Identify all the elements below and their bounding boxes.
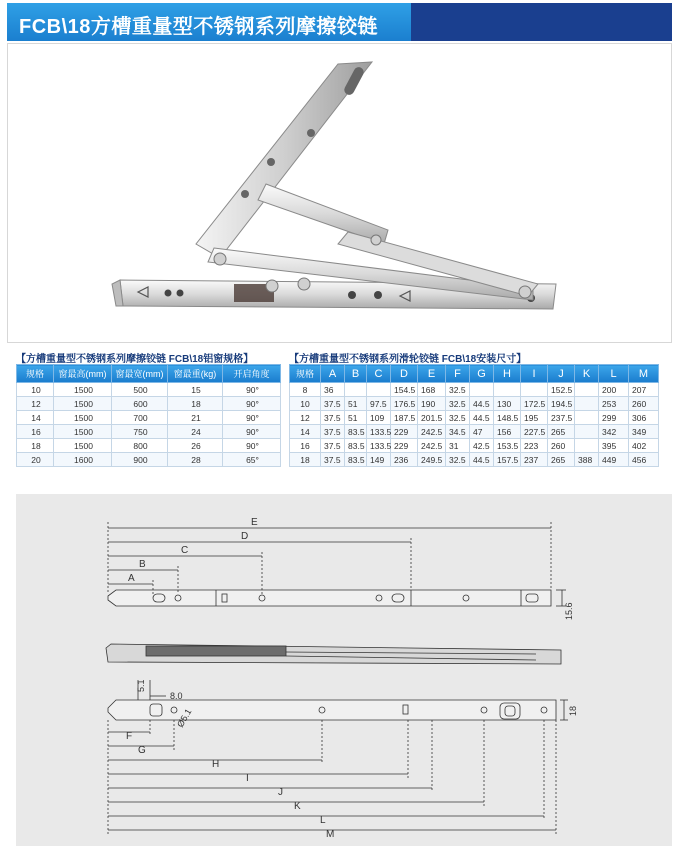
table-cell: 90° [223,425,281,439]
table-row [290,425,659,439]
table-cell: 229 [391,425,418,439]
page-title: FCB\18方槽重量型不锈钢系列摩擦铰链 [19,16,378,38]
table-cell: 253 [599,397,629,411]
dim-label: L [320,815,326,826]
table-cell: 190 [418,397,446,411]
table-cell: 90° [223,383,281,397]
table-cell: 37.5 [321,453,345,467]
dim-label: A [128,573,135,584]
table-cell: 168 [418,383,446,397]
table-cell: 12 [290,411,321,425]
col-header: H [494,365,521,383]
dim-label: B [139,559,146,570]
table-cell: 8 [290,383,321,397]
dim-label: H [212,759,220,770]
table-cell: 750 [112,425,168,439]
table-cell: 32.5 [446,383,470,397]
dim-label: K [294,801,301,812]
table-row [17,397,281,411]
table-cell [575,425,599,439]
spec-table-right [289,364,659,467]
table-cell: 26 [168,439,223,453]
table-cell: 242.5 [418,425,446,439]
header-title-panel [7,3,411,41]
table-cell: 37.5 [321,425,345,439]
table-cell: 1500 [54,439,112,453]
table-cell [345,383,367,397]
table-cell: 306 [629,411,659,425]
dim-label: I [246,773,249,784]
dim-label: J [278,787,283,798]
table-cell: 28 [168,453,223,467]
table-cell: 34.5 [446,425,470,439]
table-cell: 51 [345,397,367,411]
table-cell: 90° [223,439,281,453]
table-cell: 133.5 [367,425,391,439]
table-cell: 130 [494,397,521,411]
table-row [290,411,659,425]
technical-drawing [16,494,672,846]
table-cell [494,383,521,397]
table-cell: 500 [112,383,168,397]
table-cell: 1500 [54,425,112,439]
table-cell: 200 [599,383,629,397]
dim-label: C [181,545,189,556]
table-cell: 12 [17,397,54,411]
table-cell [575,411,599,425]
dim-label: E [251,517,258,528]
table-cell: 51 [345,411,367,425]
table-cell: 176.5 [391,397,418,411]
table-cell: 97.5 [367,397,391,411]
col-header: K [575,365,599,383]
table-cell: 227.5 [521,425,548,439]
table-cell: 260 [548,439,575,453]
table-cell: 187.5 [391,411,418,425]
table-cell: 456 [629,453,659,467]
table-cell: 44.5 [470,397,494,411]
table-cell: 44.5 [470,453,494,467]
table-cell: 1500 [54,383,112,397]
dimension-drawing [16,494,672,846]
table-cell: 402 [629,439,659,453]
header-banner [7,3,672,41]
dim-value: 8.0 [170,691,183,701]
dim-value: Ø5.1 [175,707,194,729]
table-cell: 109 [367,411,391,425]
table-cell: 600 [112,397,168,411]
col-header: M [629,365,659,383]
table-cell: 237 [521,453,548,467]
table-cell: 37.5 [321,397,345,411]
table-cell: 18 [168,397,223,411]
table-row [17,383,281,397]
dim-label: F [126,731,133,742]
table-cell: 16 [290,439,321,453]
table-cell: 700 [112,411,168,425]
table-cell: 201.5 [418,411,446,425]
table-cell: 15 [168,383,223,397]
table-cell: 42.5 [470,439,494,453]
table-cell: 800 [112,439,168,453]
table-cell [575,397,599,411]
table-cell: 395 [599,439,629,453]
table-cell: 1600 [54,453,112,467]
table-cell: 21 [168,411,223,425]
table-cell: 900 [112,453,168,467]
table-cell: 18 [290,453,321,467]
table-cell: 265 [548,453,575,467]
table-cell [367,383,391,397]
dim-value: 5.1 [136,679,146,692]
left-table-title: 【方槽重量型不锈钢系列摩擦铰链 FCB\18铝窗规格】 [16,354,254,365]
col-header: 规格 [17,365,54,383]
table-row [17,453,281,467]
col-header: 窗最重(kg) [168,365,223,383]
table-cell: 237.5 [548,411,575,425]
table-cell: 14 [290,425,321,439]
table-cell: 90° [223,397,281,411]
table-cell: 36 [321,383,345,397]
spec-table-left [16,364,281,467]
col-header: D [391,365,418,383]
table-cell: 32.5 [446,453,470,467]
table-cell: 299 [599,411,629,425]
table-cell: 47 [470,425,494,439]
table-cell: 83.5 [345,425,367,439]
col-header: A [321,365,345,383]
table-row [290,453,659,467]
table-cell [470,383,494,397]
table-cell: 194.5 [548,397,575,411]
col-header: 窗最宽(mm) [112,365,168,383]
dim-value: 18 [568,705,578,716]
table-cell: 223 [521,439,548,453]
table-header-row [17,365,281,383]
table-cell: 242.5 [418,439,446,453]
table-cell: 388 [575,453,599,467]
table-row [17,411,281,425]
col-header: 开启角度 [223,365,281,383]
right-table-title: 【方槽重量型不锈钢系列滑轮铰链 FCB\18安装尺寸】 [289,354,527,365]
table-cell: 195 [521,411,548,425]
table-cell: 133.5 [367,439,391,453]
table-cell: 148.5 [494,411,521,425]
dim-label: M [326,829,335,840]
dim-value: 15.6 [564,602,574,620]
table-cell: 18 [17,439,54,453]
table-cell: 349 [629,425,659,439]
dim-label: D [241,531,249,542]
table-header-row [290,365,659,383]
product-photo [7,43,672,343]
col-header: L [599,365,629,383]
table-cell: 449 [599,453,629,467]
table-cell: 236 [391,453,418,467]
friction-hinge-illustration [8,44,671,342]
table-cell: 249.5 [418,453,446,467]
col-header: B [345,365,367,383]
table-cell: 31 [446,439,470,453]
table-row [290,383,659,397]
table-cell: 342 [599,425,629,439]
table-cell: 32.5 [446,411,470,425]
table-row [290,439,659,453]
table-row [17,425,281,439]
table-cell: 20 [17,453,54,467]
table-cell: 1500 [54,411,112,425]
col-header: I [521,365,548,383]
table-cell: 153.5 [494,439,521,453]
table-cell: 24 [168,425,223,439]
table-cell: 37.5 [321,439,345,453]
table-cell: 44.5 [470,411,494,425]
table-row [17,439,281,453]
table-cell: 157.5 [494,453,521,467]
col-header: E [418,365,446,383]
table-cell: 10 [17,383,54,397]
table-cell: 10 [290,397,321,411]
table-cell: 156 [494,425,521,439]
table-cell: 154.5 [391,383,418,397]
col-header: C [367,365,391,383]
table-cell: 265 [548,425,575,439]
table-cell [575,439,599,453]
col-header: 窗最高(mm) [54,365,112,383]
table-cell: 149 [367,453,391,467]
table-cell: 65° [223,453,281,467]
table-row [290,397,659,411]
table-cell: 32.5 [446,397,470,411]
table-cell [521,383,548,397]
table-cell: 83.5 [345,439,367,453]
table-cell: 83.5 [345,453,367,467]
table-cell: 152.5 [548,383,575,397]
dim-label: G [138,745,146,756]
table-cell: 1500 [54,397,112,411]
table-cell: 260 [629,397,659,411]
table-cell: 90° [223,411,281,425]
col-header: G [470,365,494,383]
col-header: J [548,365,575,383]
table-cell: 229 [391,439,418,453]
table-cell: 172.5 [521,397,548,411]
table-cell: 14 [17,411,54,425]
table-cell: 37.5 [321,411,345,425]
table-cell: 207 [629,383,659,397]
table-cell [575,383,599,397]
col-header: 规格 [290,365,321,383]
table-cell: 16 [17,425,54,439]
col-header: F [446,365,470,383]
